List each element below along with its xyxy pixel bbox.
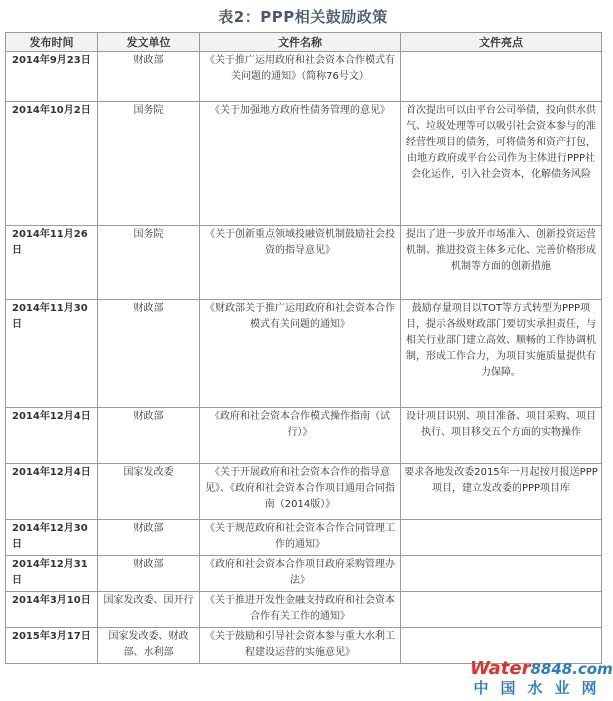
policy-table xyxy=(5,32,602,664)
cell-unit: 财政部 xyxy=(98,556,200,592)
table-title: 表2：PPP相关鼓励政策 xyxy=(218,8,388,26)
cell-date: 2014年12月4日 xyxy=(6,464,98,520)
watermark-brand-text: Water xyxy=(470,658,531,679)
cell-doc: 《关于创新重点领域投融资机制鼓励社会投资的指导意见》 xyxy=(200,226,401,300)
cell-highlight: 鼓励存量项目以TOT等方式转型为PPP项目，提示各级财政部门要切实承担责任，与相关行业部门建立高效、顺畅的工作协调机制，形成工作合力，为项目实施质量提供有力保障。 xyxy=(401,300,602,408)
table-row xyxy=(6,52,602,102)
cell-doc: 《政府和社会资本合作模式操作指南（试行）》 xyxy=(200,408,401,464)
cell-unit: 国家发改委、财政部、水利部 xyxy=(98,628,200,664)
table-row xyxy=(6,102,602,226)
header-row xyxy=(6,33,602,52)
cell-highlight: 设计项目识别、项目准备、项目采购、项目执行、项目移交五个方面的实物操作 xyxy=(401,408,602,464)
cell-date: 2015年3月17日 xyxy=(6,628,98,664)
cell-unit: 财政部 xyxy=(98,52,200,102)
cell-date: 2014年12月4日 xyxy=(6,408,98,464)
cell-highlight xyxy=(401,592,602,628)
cell-unit: 国家发改委 xyxy=(98,464,200,520)
table-row xyxy=(6,226,602,300)
table-row xyxy=(6,556,602,592)
table-row xyxy=(6,520,602,556)
cell-doc: 《政府和社会资本合作项目政府采购管理办法》 xyxy=(200,556,401,592)
table-row xyxy=(6,300,602,408)
cell-doc: 《关于规范政府和社会资本合作合同管理工作的通知》 xyxy=(200,520,401,556)
cell-doc: 《关于推广运用政府和社会资本合作模式有关问题的通知》（简称76号文） xyxy=(200,52,401,102)
cell-unit: 国务院 xyxy=(98,226,200,300)
cell-highlight xyxy=(401,556,602,592)
cell-date: 2014年11月30日 xyxy=(6,300,98,408)
watermark-number: 8848 xyxy=(530,660,573,678)
cell-date: 2014年9月23日 xyxy=(6,52,98,102)
cell-doc: 《关于鼓励和引导社会资本参与重大水利工程建设运营的实施意见》 xyxy=(200,628,401,664)
header-highlight: 文件亮点 xyxy=(401,33,602,52)
cell-unit: 国务院 xyxy=(98,102,200,226)
cell-highlight: 要求各地发改委2015年一月起按月报送PPP项目，建立发改委的PPP项目库 xyxy=(401,464,602,520)
cell-unit: 国家发改委、国开行 xyxy=(98,592,200,628)
cell-doc: 《关于推进开发性金融支持政府和社会资本合作有关工作的通知》 xyxy=(200,592,401,628)
cell-highlight xyxy=(401,520,602,556)
cell-unit: 财政部 xyxy=(98,300,200,408)
watermark-site-name: 中国水业网 xyxy=(473,679,609,697)
cell-doc: 《财政部关于推广运用政府和社会资本合作模式有关问题的通知》 xyxy=(200,300,401,408)
header-date: 发布时间 xyxy=(6,33,98,52)
cell-date: 2014年3月10日 xyxy=(6,592,98,628)
cell-highlight: 首次提出可以由平台公司举债，投向供水供气、垃圾处理等可以吸引社会资本参与的准经营性项目的债务，可将债务和资产打包，由地方政府或平台公司作为主体进行PPP社会化运作，引入社会资本，化解债务风险 xyxy=(401,102,602,226)
cell-doc: 《关于开展政府和社会资本合作的指导意见》、《政府和社会资本合作项目通用合同指南（2014版）》 xyxy=(200,464,401,520)
cell-date: 2014年12月30日 xyxy=(6,520,98,556)
watermark-suffix: .com xyxy=(572,660,613,678)
cell-highlight: 提出了进一步放开市场准入、创新投资运营机制、推进投资主体多元化、完善价格形成机制等方面的创新措施 xyxy=(401,226,602,300)
table-row xyxy=(6,464,602,520)
watermark-brand xyxy=(470,658,613,679)
cell-doc: 《关于加强地方政府性债务管理的意见》 xyxy=(200,102,401,226)
cell-highlight xyxy=(401,52,602,102)
header-unit: 发文单位 xyxy=(98,33,200,52)
site-watermark-logo xyxy=(470,658,613,697)
cell-unit: 财政部 xyxy=(98,520,200,556)
table-row xyxy=(6,592,602,628)
cell-unit: 财政部 xyxy=(98,408,200,464)
cell-date: 2014年11月26日 xyxy=(6,226,98,300)
cell-date: 2014年10月2日 xyxy=(6,102,98,226)
table-row xyxy=(6,408,602,464)
header-doc: 文件名称 xyxy=(200,33,401,52)
cell-date: 2014年12月31日 xyxy=(6,556,98,592)
